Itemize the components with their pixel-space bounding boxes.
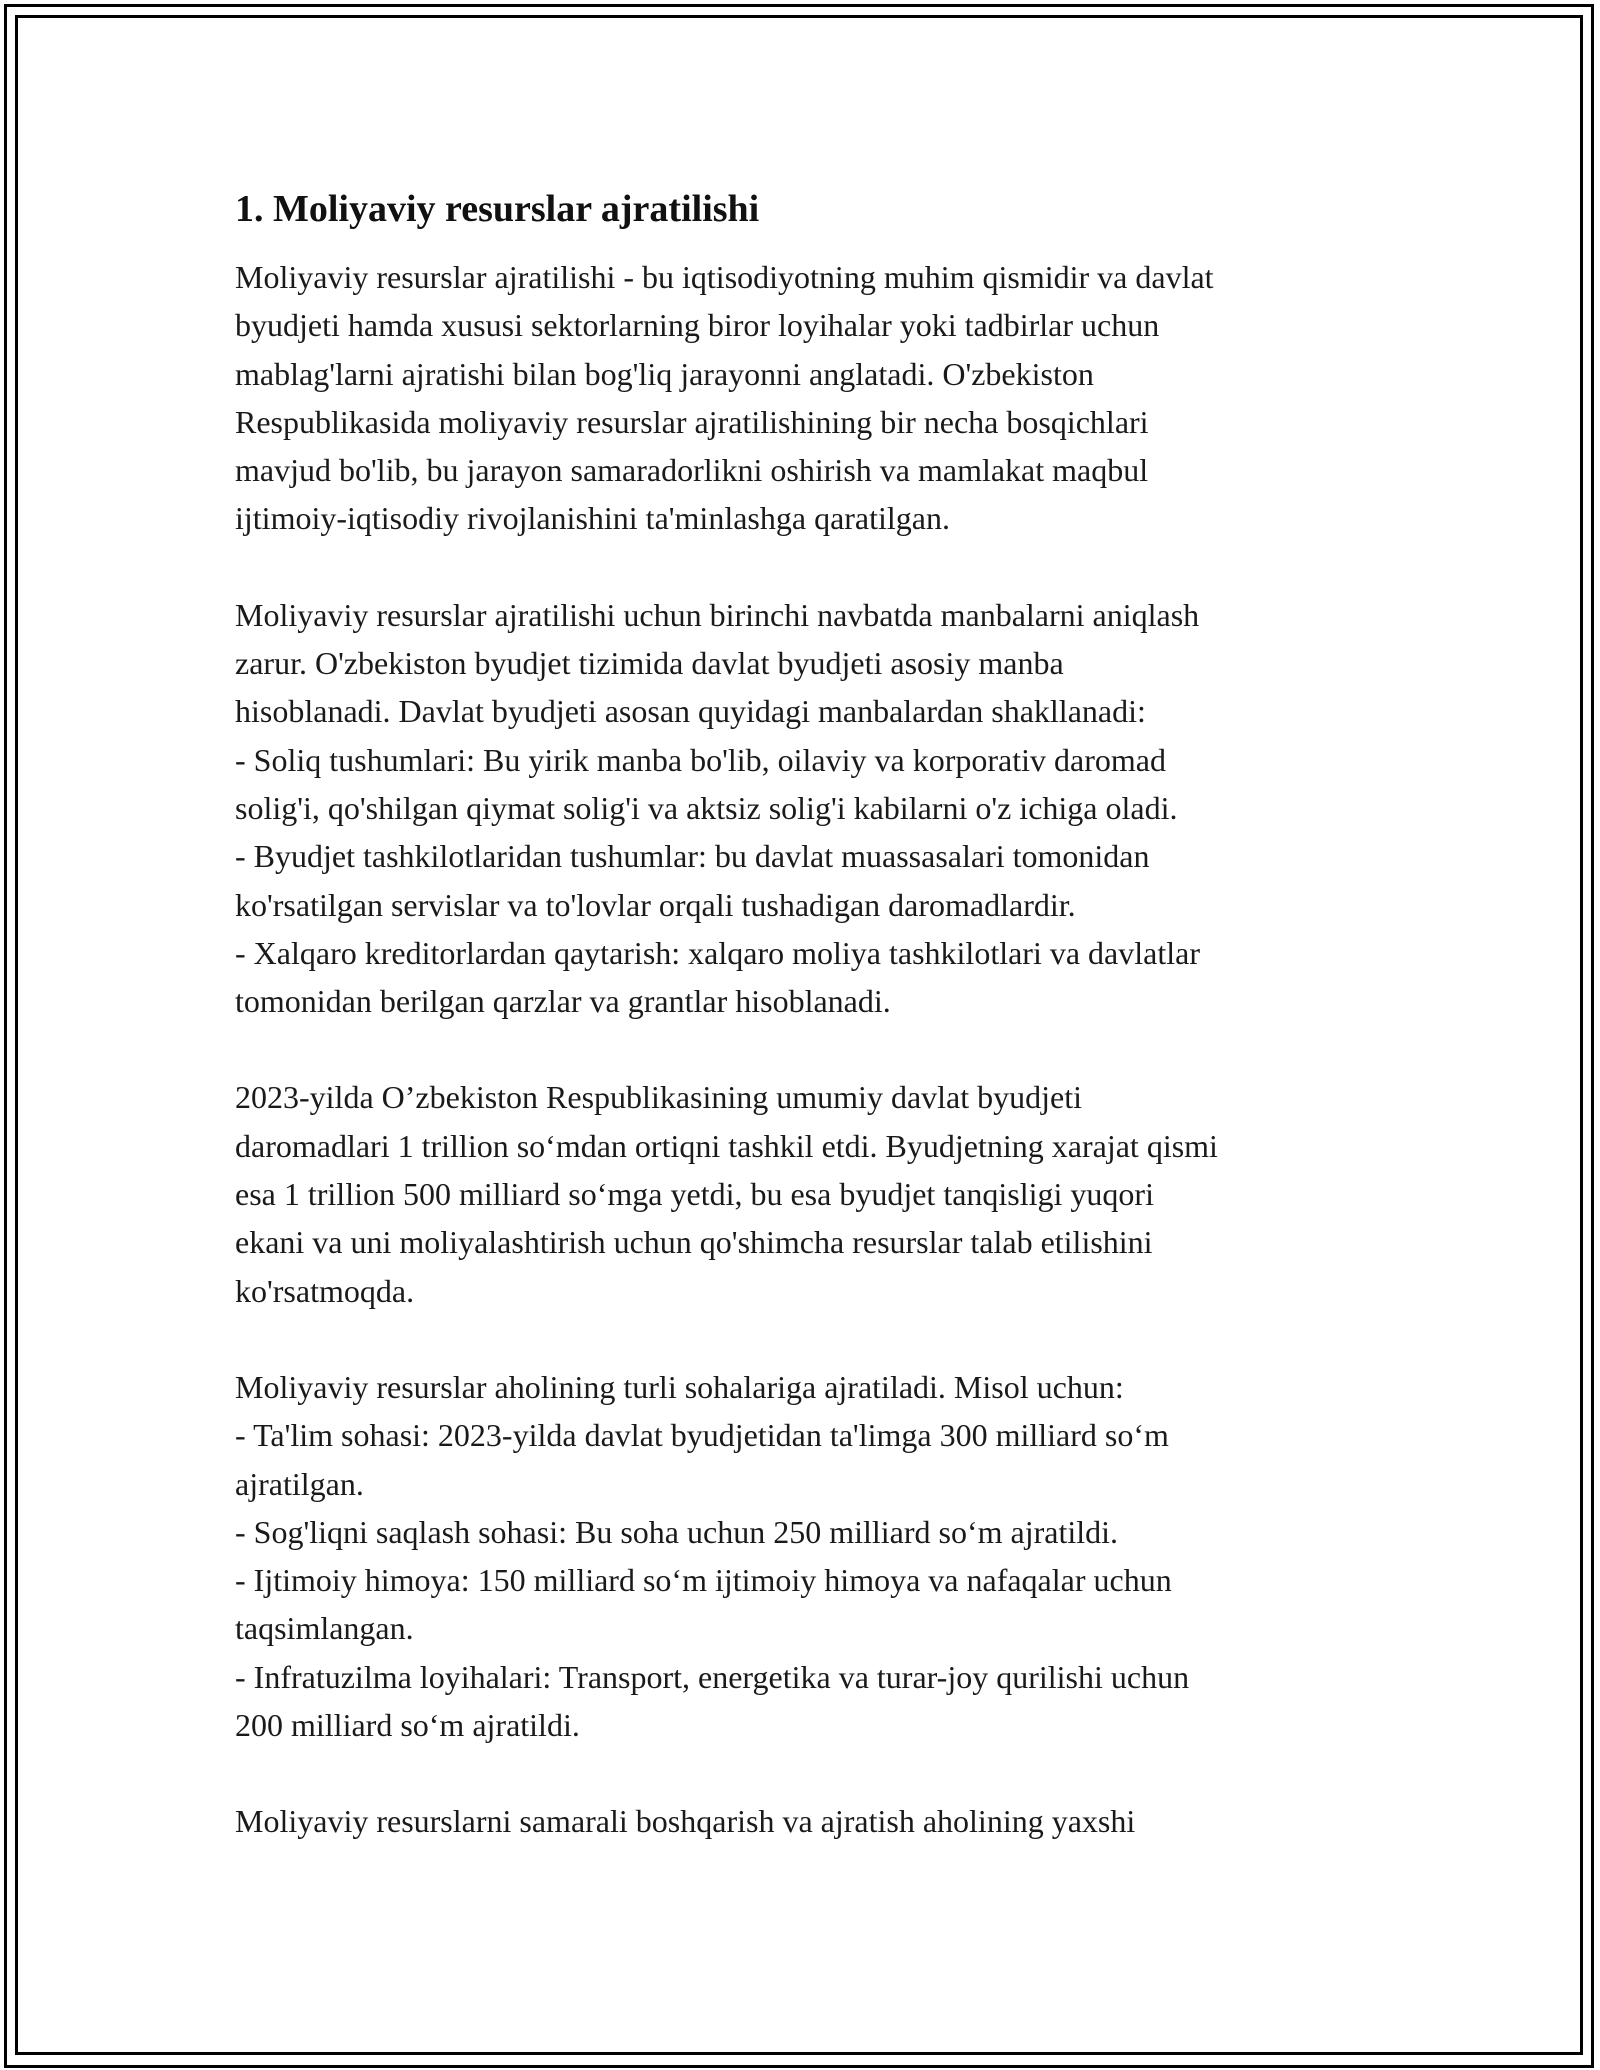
text-line: - Xalqaro kreditorlardan qaytarish: xalqaro moliya tashkilotlari va davlatlar [235, 934, 1200, 971]
text-line: tomonidan berilgan qarzlar va grantlar hisoblanadi. [235, 983, 891, 1020]
paragraph [235, 1797, 1375, 1845]
paragraph [235, 1363, 1375, 1749]
text-line: ekani va uni moliyalashtirish uchun qo'shimcha resurslar talab etilishini [235, 1224, 1153, 1261]
text-line: - Ijtimoiy himoya: 150 milliard so‘m ijtimoiy himoya va nafaqalar uchun [235, 1562, 1172, 1599]
text-line: - Sog'liqni saqlash sohasi: Bu soha uchun 250 milliard so‘m ajratildi. [235, 1513, 1119, 1550]
text-line: 200 milliard so‘m ajratildi. [235, 1707, 580, 1744]
text-line: mablag'larni ajratishi bilan bog'liq jarayonni anglatadi. O'zbekiston [235, 355, 1094, 392]
text-line: esa 1 trillion 500 milliard so‘mga yetdi, bu esa byudjet tanqisligi yuqori [235, 1176, 1154, 1213]
text-line: Respublikasida moliyaviy resurslar ajratilishining bir necha bosqichlari [235, 403, 1149, 440]
text-line: daromadlari 1 trillion so‘mdan ortiqni tashkil etdi. Byudjetning xarajat qismi [235, 1127, 1218, 1164]
text-line: ijtimoiy-iqtisodiy rivojlanishini ta'minlashga qaratilgan. [235, 500, 950, 537]
text-line: - Soliq tushumlari: Bu yirik manba bo'lib, oilaviy va korporativ daromad [235, 741, 1166, 778]
text-line: mavjud bo'lib, bu jarayon samaradorlikni oshirish va mamlakat maqbul [235, 452, 1149, 489]
text-line: solig'i, qo'shilgan qiymat solig'i va aktsiz solig'i kabilarni o'z ichiga oladi. [235, 789, 1178, 826]
text-line: Moliyaviy resurslar ajratilishi uchun birinchi navbatda manbalarni aniqlash [235, 596, 1200, 633]
text-line: - Byudjet tashkilotlaridan tushumlar: bu davlat muassasalari tomonidan [235, 838, 1150, 875]
paragraph [235, 591, 1375, 1026]
section-title: 1. Moliyaviy resurslar ajratilishi [235, 188, 760, 230]
text-line: - Ta'lim sohasi: 2023-yilda davlat byudjetidan ta'limga 300 milliard so‘m [235, 1417, 1169, 1454]
document-body [235, 185, 1375, 1894]
text-line: 2023-yilda O’zbekiston Respublikasining umumiy davlat byudjeti [235, 1079, 1082, 1116]
text-line: ajratilgan. [235, 1465, 364, 1502]
text-line: hisoblanadi. Davlat byudjeti asosan quyidagi manbalardan shakllanadi: [235, 693, 1146, 730]
text-line: byudjeti hamda xususi sektorlarning biror loyihalar yoki tadbirlar uchun [235, 307, 1160, 344]
text-line: ko'rsatilgan servislar va to'lovlar orqali tushadigan daromadlardir. [235, 886, 1076, 923]
text-line: - Infratuzilma loyihalari: Transport, energetika va turar-joy qurilishi uchun [235, 1658, 1190, 1695]
paragraph [235, 1073, 1375, 1314]
text-line: Moliyaviy resurslarni samarali boshqarish va ajratish aholining yaxshi [235, 1803, 1136, 1840]
paragraph [235, 253, 1375, 543]
text-line: Moliyaviy resurslar ajratilishi - bu iqtisodiyotning muhim qismidir va davlat [235, 259, 1214, 295]
text-line: taqsimlangan. [235, 1610, 414, 1647]
text-line: zarur. O'zbekiston byudjet tizimida davlat byudjeti asosiy manba [235, 645, 1064, 682]
text-line: Moliyaviy resurslar aholining turli sohalariga ajratiladi. Misol uchun: [235, 1368, 1124, 1405]
text-line: ko'rsatmoqda. [235, 1272, 415, 1309]
paragraph-container [235, 253, 1375, 1846]
